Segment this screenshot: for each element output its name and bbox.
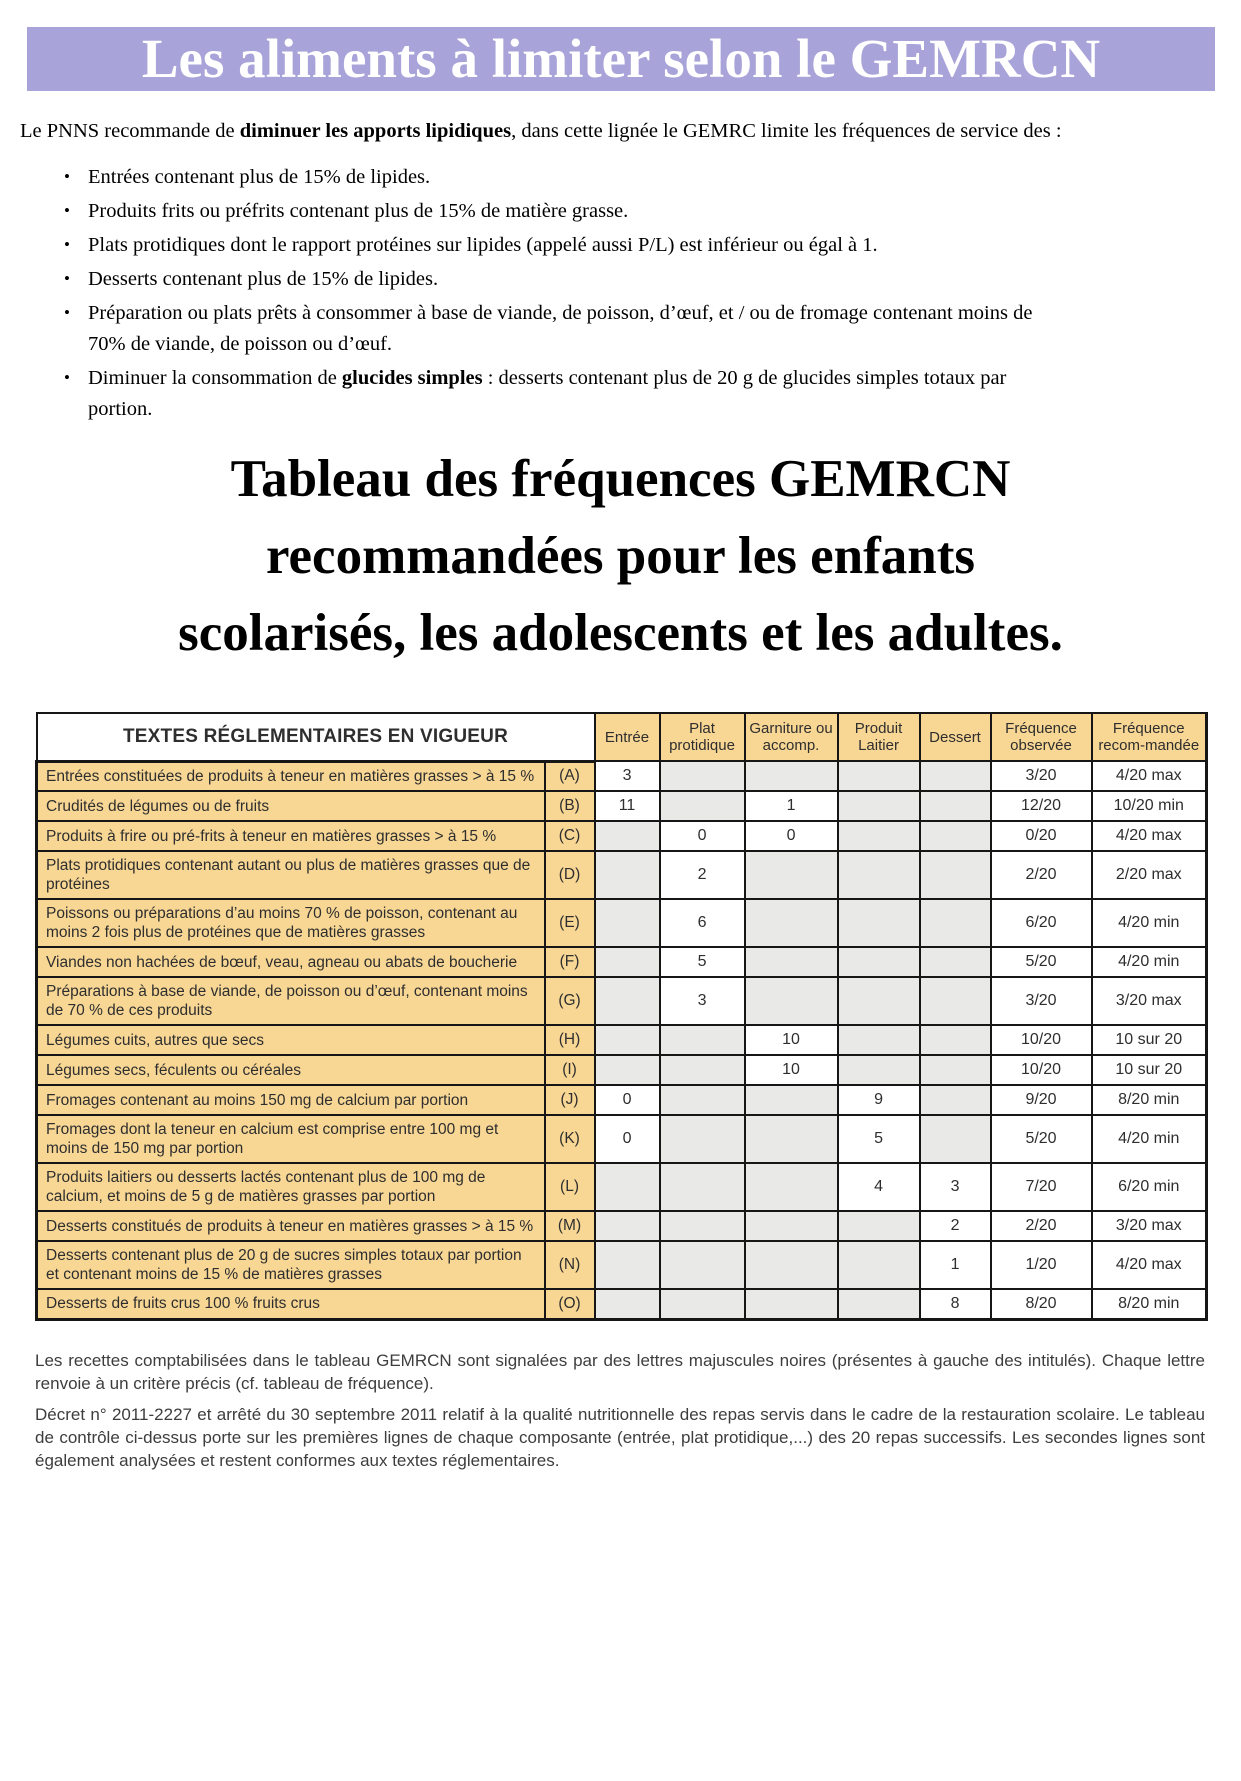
section-title [0,441,1241,672]
frequency-recommended-cell: 2/20 max [1092,851,1207,899]
table-row [37,791,1207,821]
value-cell [920,791,991,821]
value-cell [920,1085,991,1115]
value-cell [660,1085,745,1115]
document-page [0,27,1241,1781]
page-title-banner [27,27,1215,91]
value-cell [920,851,991,899]
value-cell [660,1055,745,1085]
bullet-item: • Desserts contenant plus de 15% de lipides. [88,264,1055,295]
row-label-cell: Produits laitiers ou desserts lactés contenant plus de 100 mg de calcium, et moins de 5 g de matières grasses par portion [37,1163,545,1211]
value-cell [920,1025,991,1055]
row-letter-cell: (J) [545,1085,595,1115]
section-title-line: Tableau des fréquences GEMRCN [230,450,1011,508]
value-cell: 5 [838,1115,920,1163]
value-cell [745,761,838,791]
row-label-cell: Poissons ou préparations d’au moins 70 % de poisson, contenant au moins 2 fois plus de protéines que de matières grasses [37,899,545,947]
row-letter-cell: (I) [545,1055,595,1085]
value-cell [595,1163,660,1211]
value-cell [595,947,660,977]
frequency-observed-cell: 1/20 [991,1241,1092,1289]
table-row [37,1085,1207,1115]
value-cell: 4 [838,1163,920,1211]
frequency-recommended-cell: 4/20 min [1092,899,1207,947]
value-cell: 10 [745,1055,838,1085]
value-cell: 0 [745,821,838,851]
value-cell: 11 [595,791,660,821]
frequency-observed-cell: 12/20 [991,791,1092,821]
value-cell [595,1025,660,1055]
column-header: Produit Laitier [838,713,920,761]
value-cell [920,899,991,947]
row-label-cell: Légumes cuits, autres que secs [37,1025,545,1055]
table-row [37,899,1207,947]
value-cell: 8 [920,1289,991,1319]
row-letter-cell: (M) [545,1211,595,1241]
row-label-cell: Desserts de fruits crus 100 % fruits crus [37,1289,545,1319]
intro-text: Le PNNS recommande de [20,120,240,142]
value-cell [838,1055,920,1085]
bullet-item: • Entrées contenant plus de 15% de lipides. [88,162,1055,193]
footnote-2: Décret n° 2011-2227 et arrêté du 30 septembre 2011 relatif à la qualité nutritionnelle des repas servis dans le cadre de la restauration scolaire. Le tableau de contrôle ci-dessus porte sur les premières lignes de chaque composante (entrée, plat protidique,...) des 20 repas successifs. Les secondes lignes sont également analysées et restent conformes aux textes réglementaires. [35,1404,1205,1470]
value-cell: 3 [920,1163,991,1211]
value-cell [920,947,991,977]
column-header: Garniture ou accomp. [745,713,838,761]
frequency-observed-cell: 0/20 [991,821,1092,851]
column-header: Dessert [920,713,991,761]
row-label-cell: Plats protidiques contenant autant ou plus de matières grasses que de protéines [37,851,545,899]
value-cell [920,761,991,791]
table-row [37,1163,1207,1211]
frequency-recommended-cell: 4/20 max [1092,761,1207,791]
row-letter-cell: (F) [545,947,595,977]
value-cell [838,1241,920,1289]
value-cell [745,1115,838,1163]
frequency-recommended-cell: 4/20 min [1092,947,1207,977]
frequency-observed-cell: 9/20 [991,1085,1092,1115]
value-cell [838,1289,920,1319]
frequency-recommended-cell: 4/20 min [1092,1115,1207,1163]
value-cell [595,1055,660,1085]
frequency-observed-cell: 5/20 [991,1115,1092,1163]
table-row [37,1055,1207,1085]
value-cell [595,977,660,1025]
value-cell: 2 [660,851,745,899]
row-label-cell: Fromages contenant au moins 150 mg de calcium par portion [37,1085,545,1115]
value-cell [745,1289,838,1319]
value-cell [838,821,920,851]
frequency-recommended-cell: 10 sur 20 [1092,1025,1207,1055]
value-cell: 5 [660,947,745,977]
table-row [37,1241,1207,1289]
row-label-cell: Légumes secs, féculents ou céréales [37,1055,545,1085]
row-label-cell: Desserts constitués de produits à teneur en matières grasses > à 15 % [37,1211,545,1241]
value-cell: 2 [920,1211,991,1241]
value-cell [920,821,991,851]
value-cell [660,1163,745,1211]
frequency-observed-cell: 8/20 [991,1289,1092,1319]
bullet-list [0,162,1055,425]
row-label-cell: Préparations à base de viande, de poisson ou d’œuf, contenant moins de 70 % de ces produits [37,977,545,1025]
value-cell [838,947,920,977]
value-cell: 10 [745,1025,838,1055]
row-letter-cell: (D) [545,851,595,899]
section-title-line: scolarisés, les adolescents et les adultes. [178,604,1063,662]
column-header: Fréquence recom-mandée [1092,713,1207,761]
bullet-item: • Diminuer la consommation de glucides simples : desserts contenant plus de 20 g de glucides simples totaux par portion. [88,363,1055,425]
column-header: Entrée [595,713,660,761]
row-letter-cell: (L) [545,1163,595,1211]
row-letter-cell: (K) [545,1115,595,1163]
table-row [37,947,1207,977]
frequency-recommended-cell: 3/20 max [1092,977,1207,1025]
value-cell: 3 [660,977,745,1025]
value-cell [595,1289,660,1319]
table-row [37,1115,1207,1163]
column-header: Fréquence observée [991,713,1092,761]
table-row [37,761,1207,791]
value-cell [595,821,660,851]
bullet-item: • Préparation ou plats prêts à consommer à base de viande, de poisson, d’œuf, et / ou de fromage contenant moins de 70% de viande, de poisson ou d’œuf. [88,298,1055,360]
value-cell [595,1241,660,1289]
value-cell: 1 [920,1241,991,1289]
intro-paragraph [20,117,1090,146]
table-row [37,851,1207,899]
row-letter-cell: (A) [545,761,595,791]
row-letter-cell: (N) [545,1241,595,1289]
frequency-table [35,712,1208,1321]
value-cell: 1 [745,791,838,821]
value-cell [595,1211,660,1241]
frequency-recommended-cell: 4/20 max [1092,1241,1207,1289]
frequency-observed-cell: 5/20 [991,947,1092,977]
value-cell: 6 [660,899,745,947]
bullet-item: • Plats protidiques dont le rapport protéines sur lipides (appelé aussi P/L) est inférieur ou égal à 1. [88,230,1055,261]
table-row [37,977,1207,1025]
value-cell [838,1211,920,1241]
value-cell [920,1115,991,1163]
value-cell [838,1025,920,1055]
frequency-observed-cell: 6/20 [991,899,1092,947]
value-cell [838,761,920,791]
value-cell [660,1289,745,1319]
frequency-observed-cell: 2/20 [991,851,1092,899]
row-label-cell: Produits à frire ou pré-frits à teneur en matières grasses > à 15 % [37,821,545,851]
row-label-cell: Crudités de légumes ou de fruits [37,791,545,821]
value-cell [660,1241,745,1289]
value-cell [838,791,920,821]
frequency-recommended-cell: 10 sur 20 [1092,1055,1207,1085]
value-cell [745,1163,838,1211]
row-letter-cell: (H) [545,1025,595,1055]
frequency-recommended-cell: 4/20 max [1092,821,1207,851]
value-cell [660,791,745,821]
row-label-cell: Fromages dont la teneur en calcium est comprise entre 100 mg et moins de 150 mg par portion [37,1115,545,1163]
page-title: Les aliments à limiter selon le GEMRCN [141,28,1101,89]
value-cell [745,851,838,899]
table-left-header: TEXTES RÉGLEMENTAIRES EN VIGUEUR [37,713,595,761]
frequency-recommended-cell: 8/20 min [1092,1289,1207,1319]
intro-bold-text: diminuer les apports lipidiques [239,120,512,142]
value-cell: 0 [595,1115,660,1163]
value-cell [660,761,745,791]
frequency-observed-cell: 3/20 [991,761,1092,791]
intro-text: , dans cette lignée le GEMRC limite les fréquences de service des : [511,120,1062,142]
frequency-observed-cell: 10/20 [991,1055,1092,1085]
value-cell [595,899,660,947]
value-cell [920,1055,991,1085]
value-cell [838,977,920,1025]
value-cell [745,1085,838,1115]
value-cell [838,899,920,947]
row-letter-cell: (C) [545,821,595,851]
value-cell [745,977,838,1025]
value-cell [660,1211,745,1241]
value-cell [595,851,660,899]
row-letter-cell: (G) [545,977,595,1025]
value-cell: 3 [595,761,660,791]
frequency-recommended-cell: 3/20 max [1092,1211,1207,1241]
row-letter-cell: (B) [545,791,595,821]
value-cell [745,1211,838,1241]
value-cell [745,1241,838,1289]
table-row [37,821,1207,851]
frequency-observed-cell: 7/20 [991,1163,1092,1211]
frequency-observed-cell: 3/20 [991,977,1092,1025]
value-cell [920,977,991,1025]
frequency-recommended-cell: 6/20 min [1092,1163,1207,1211]
frequency-recommended-cell: 8/20 min [1092,1085,1207,1115]
row-label-cell: Entrées constituées de produits à teneur en matières grasses > à 15 % [37,761,545,791]
value-cell [745,899,838,947]
value-cell: 0 [660,821,745,851]
value-cell [660,1115,745,1163]
table-row [37,1025,1207,1055]
value-cell: 0 [595,1085,660,1115]
frequency-recommended-cell: 10/20 min [1092,791,1207,821]
row-letter-cell: (O) [545,1289,595,1319]
value-cell [745,947,838,977]
footnote-1: Les recettes comptabilisées dans le tableau GEMRCN sont signalées par des lettres majuscules noires (présentes à gauche des intitulés). Chaque lettre renvoie à un critère précis (cf. tableau de fréquence). [35,1350,1205,1393]
footnotes [35,1349,1205,1472]
value-cell [838,851,920,899]
value-cell [660,1025,745,1055]
section-title-line: recommandées pour les enfants [265,527,976,585]
row-label-cell: Desserts contenant plus de 20 g de sucres simples totaux par portion et contenant moins de 15 % de matières grasses [37,1241,545,1289]
row-letter-cell: (E) [545,899,595,947]
column-header: Plat protidique [660,713,745,761]
table-header-row [37,713,1207,761]
bullet-item: • Produits frits ou préfrits contenant plus de 15% de matière grasse. [88,196,1055,227]
table-row [37,1289,1207,1319]
frequency-observed-cell: 2/20 [991,1211,1092,1241]
table-row [37,1211,1207,1241]
frequency-observed-cell: 10/20 [991,1025,1092,1055]
row-label-cell: Viandes non hachées de bœuf, veau, agneau ou abats de boucherie [37,947,545,977]
value-cell: 9 [838,1085,920,1115]
